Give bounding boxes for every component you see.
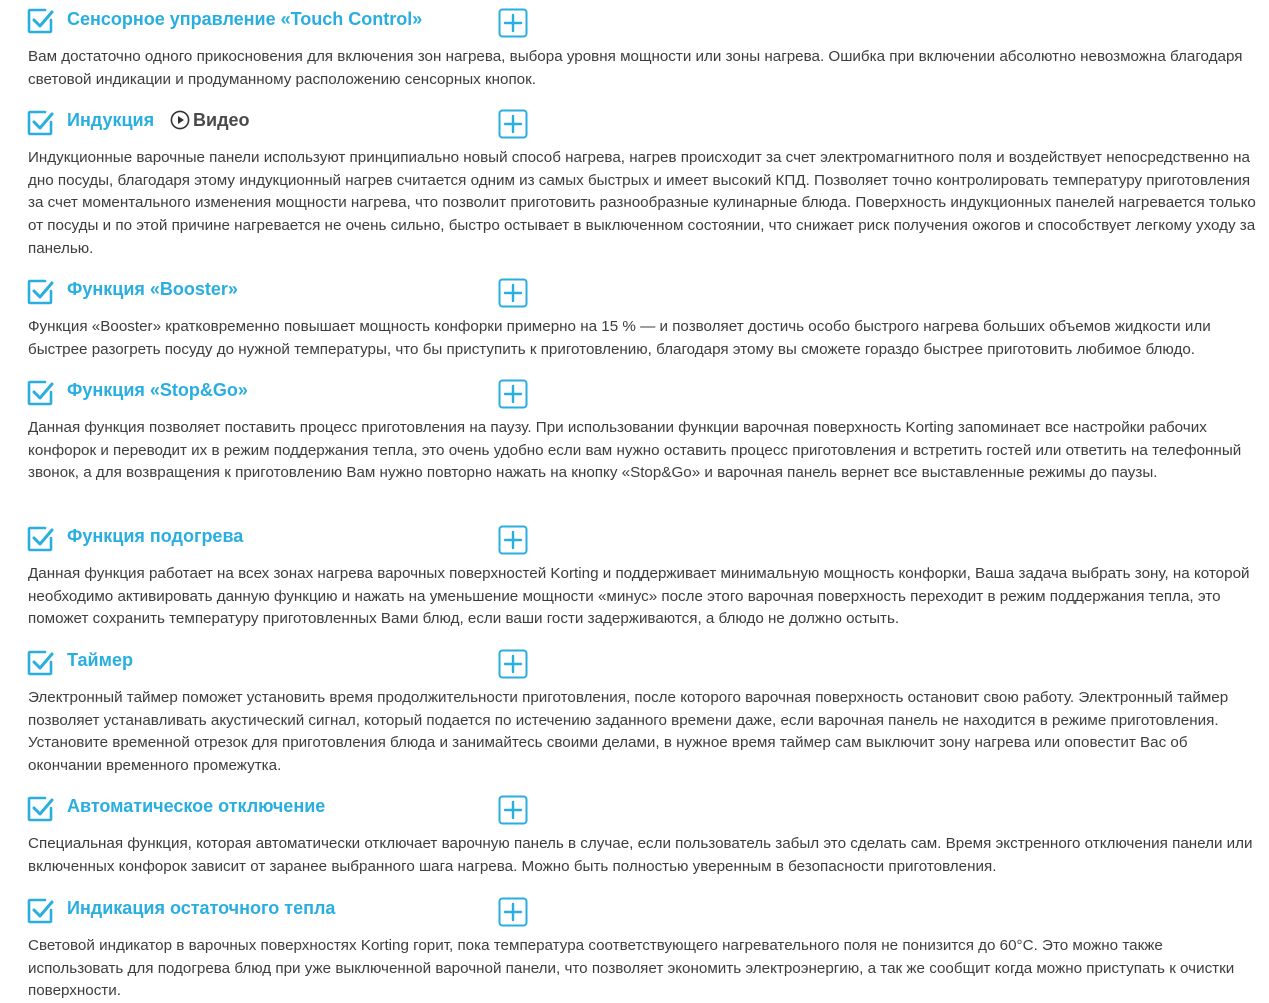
expand-plus-icon[interactable] (498, 109, 528, 139)
checkbox-checked-icon (26, 897, 54, 925)
expand-plus-icon[interactable] (498, 525, 528, 555)
feature-title: Функция «Booster» (67, 279, 238, 299)
video-link[interactable] (170, 109, 250, 131)
feature-description: Электронный таймер поможет установить время продолжительности приготовления, после которого варочная поверхность остановит свою работу. Электронный таймер позволяет устанавливать акустический сигнал, который подается по истечению заданного времени даже, если варочная панель не находится в режиме приготовления. Установите временной отрезок для приготовления блюда и занимайтесь своими делами, в нужное время таймер сам выключит зону нагрева или оповестит Вас об окончании временного промежутка. (28, 689, 1229, 775)
feature-header (0, 641, 1269, 681)
feature-description: Функция «Booster» кратковременно повышает мощность конфорки примерно на 15 % — и позволяет достичь особо быстрого нагрева больших объемов жидкости или быстрее разогреть посуду до нужной температуры, что бы приступить к приготовлению, благодаря этому вы сможете гораздо быстрее приготовить любимое блюдо. (28, 318, 1211, 358)
play-circle-icon (170, 110, 190, 130)
feature-header (0, 101, 1269, 141)
expand-plus-icon[interactable] (498, 8, 528, 38)
feature-header (0, 0, 1269, 40)
checkbox-checked-icon (26, 278, 54, 306)
feature-description: Данная функция работает на всех зонах нагрева варочных поверхностей Korting и поддерживает минимальную мощность конфорки, Ваша задача выбрать зону, на которой необходимо активировать данную функцию и нажать на уменьшение мощности «минус» после этого варочная поверхность переходит в режим поддержания тепла, это поможет сохранить температуру приготовленных Вами блюд, если ваши гости задерживаются, а блюдо не должно остыть. (28, 565, 1250, 628)
checkbox-checked-icon (26, 649, 54, 677)
feature-title: Сенсорное управление «Touch Control» (67, 9, 423, 29)
feature-description: Специальная функция, которая автоматически отключает варочную панель в случае, если пользователь забыл это сделать сам. Время экстренного отключения панели или включенных конфорок зависит от заранее выбранного шага нагрева. Можно быть полностью уверенным в безопасности приготовления. (28, 835, 1253, 875)
feature-header (0, 517, 1269, 557)
feature-description: Световой индикатор в варочных поверхностях Korting горит, пока температура соответствующего нагревательного поля не понизится до 60°C. Это можно также использовать для подогрева блюд при уже выключенной варочной панели, что позволяет экономить электроэнергию, а так же сообщит когда можно приступать к очистки поверхности. (28, 937, 1235, 1000)
feature-title: Функция «Stop&Go» (67, 380, 248, 400)
checkbox-checked-icon (26, 525, 54, 553)
expand-plus-icon[interactable] (498, 897, 528, 927)
expand-plus-icon[interactable] (498, 649, 528, 679)
feature-title: Индикация остаточного тепла (67, 898, 336, 918)
feature-title: Таймер (67, 650, 133, 670)
video-label: Видео (193, 110, 250, 130)
feature-header (0, 889, 1269, 929)
feature-header (0, 270, 1269, 310)
feature-description: Вам достаточно одного прикосновения для включения зон нагрева, выбора уровня мощности или зоны нагрева. Ошибка при включении абсолютно невозможна благодаря световой индикации и продуманному расположению сенсорных кнопок. (28, 48, 1243, 88)
feature-header (0, 371, 1269, 411)
expand-plus-icon[interactable] (498, 795, 528, 825)
feature-header (0, 787, 1269, 827)
checkbox-checked-icon (26, 109, 54, 137)
checkbox-checked-icon (26, 379, 54, 407)
feature-title: Автоматическое отключение (67, 796, 326, 816)
feature-title: Функция подогрева (67, 526, 244, 546)
checkbox-checked-icon (26, 795, 54, 823)
feature-description: Данная функция позволяет поставить процесс приготовления на паузу. При использовании функции варочная поверхность Korting запоминает все настройки рабочих конфорок и переводит их в режим поддержания тепла, это очень удобно если вам нужно оставить процесс приготовления и встретить гостей или ответить на телефонный звонок, а для возвращения к приготовлению Вам нужно повторно нажать на кнопку «Stop&Go» и варочная панель вернет все выставленные режимы до паузы. (28, 419, 1242, 482)
expand-plus-icon[interactable] (498, 379, 528, 409)
checkbox-checked-icon (26, 7, 54, 35)
feature-title: Индукция (67, 110, 155, 130)
feature-description: Индукционные варочные панели используют принципиально новый способ нагрева, нагрев происходит за счет электромагнитного поля и воздействует непосредственно на дно посуды, благодаря этому индукционный нагрев считается одним из самых быстрых и имеет высокий КПД. Позволяет точно контролировать температуру приготовления за счет моментального изменения мощности нагрева, что позволит приготовить разнообразные кулинарные блюда. Поверхность индукционных панелей нагревается только от посуды и по этой причине нагревается не очень сильно, быстро остывает в выключенном состоянии, что снижает риск получения ожогов и способствует легкому уходу за панелью. (28, 149, 1256, 257)
expand-plus-icon[interactable] (498, 278, 528, 308)
